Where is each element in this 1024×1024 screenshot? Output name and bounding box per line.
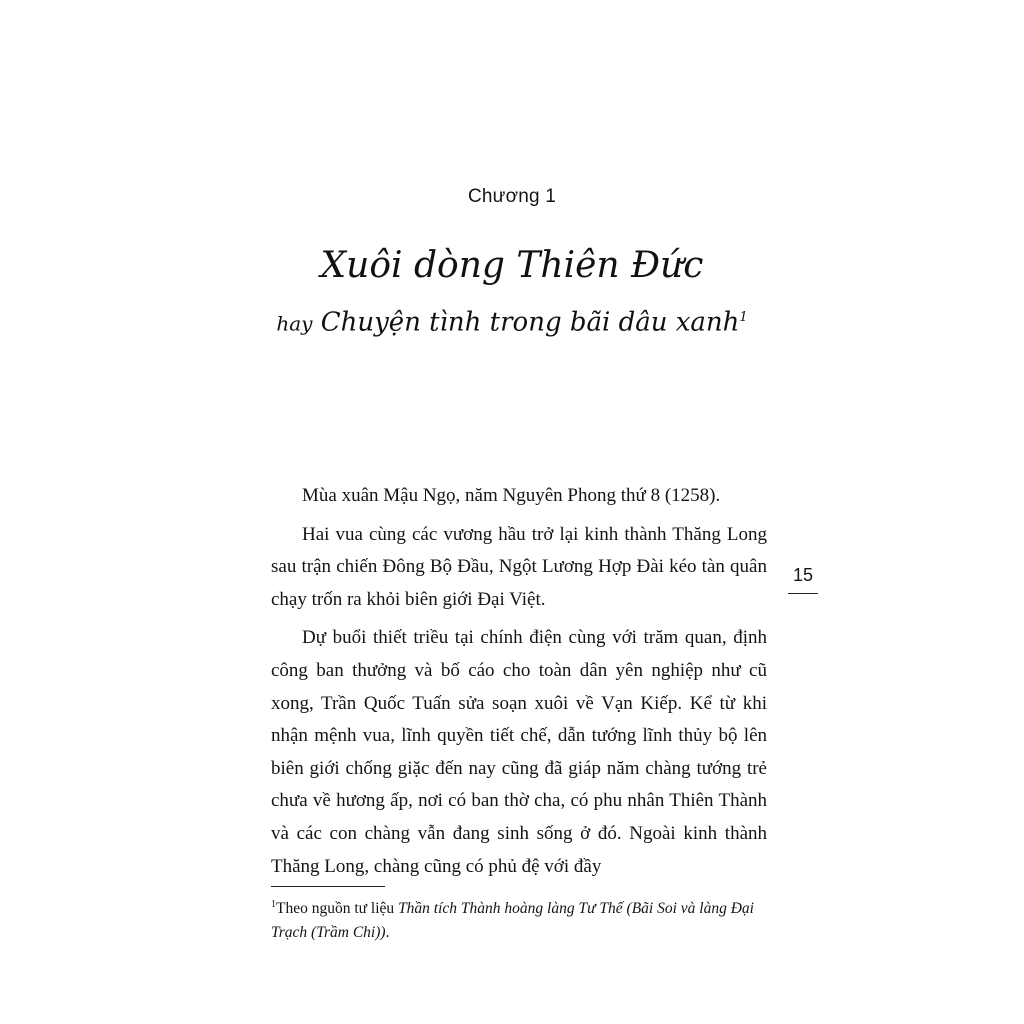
chapter-subtitle-prefix: hay — [276, 311, 313, 336]
footnote-mark: 1 — [271, 899, 276, 910]
footnote-text-before: Theo nguồn tư liệu — [276, 900, 399, 918]
paragraph-3: Dự buổi thiết triều tại chính điện cùng với trăm quan, định công ban thưởng và bố cáo cho toàn dân yên nghiệp như cũ xong, Trần Quốc Tuấn sửa soạn xuôi về Vạn Kiếp. Kể từ khi nhận mệnh vua, lĩnh quyền tiết chế, dẫn tướng lĩnh thủy bộ lên biên giới chống giặc đến nay cũng đã giáp năm chàng tướng trẻ chưa về hương ấp, nơi có ban thờ cha, có phu nhân Thiên Thành và các con chàng vẫn đang sinh sống ở đó. Ngoài kinh thành Thăng Long, chàng cũng có phủ đệ với đầy — [271, 627, 767, 877]
footnote-text-after: . — [385, 924, 390, 942]
body-text — [271, 480, 767, 889]
chapter-subtitle-note-mark: 1 — [739, 310, 748, 325]
page-number: 15 — [792, 565, 814, 585]
chapter-subtitle — [0, 300, 1024, 342]
paragraph-2: Hai vua cùng các vương hầu trở lại kinh thành Thăng Long sau trận chiến Đông Bộ Đầu, Ngột Lương Hợp Đài kéo tàn quân chạy trốn ra khỏi biên giới Đại Việt. — [271, 523, 767, 610]
footnote — [271, 893, 767, 945]
page-number-rule — [788, 593, 818, 594]
footnote-divider — [271, 886, 385, 887]
footnote-source-title: Thần tích Thành hoàng làng Tư Thế (Bãi Soi và làng Đại Trạch (Trầm Chi)) — [271, 900, 754, 942]
chapter-subtitle-main: Chuyện tình trong bãi dâu xanh — [320, 307, 740, 338]
chapter-label: Chương 1 — [467, 186, 557, 207]
chapter-title: Xuôi dòng Thiên Đức — [320, 245, 704, 286]
paragraph-1: Mùa xuân Mậu Ngọ, năm Nguyên Phong thứ 8 (1258). — [302, 485, 721, 506]
